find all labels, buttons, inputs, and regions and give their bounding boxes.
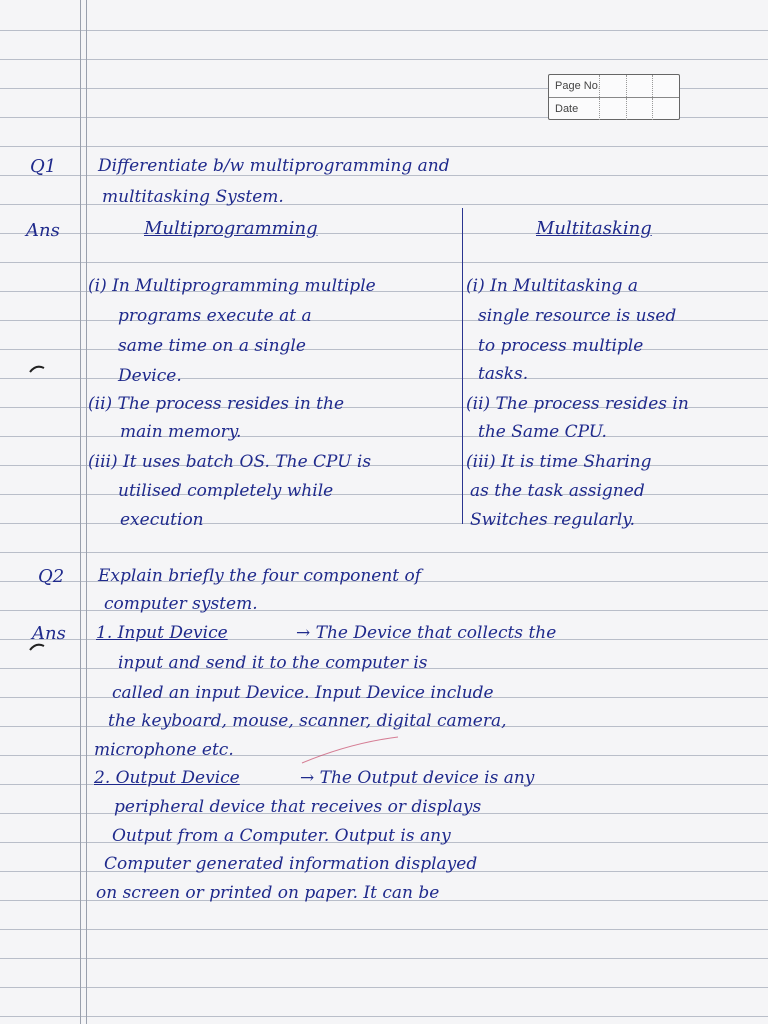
q1-right-line: (iii) It is time Sharing (466, 452, 652, 472)
q1-right-line: to process multiple (478, 336, 644, 356)
q2-question-line1: Explain briefly the four component of (98, 566, 422, 586)
date-label: Date (555, 103, 579, 115)
q1-right-line: as the task assigned (470, 481, 645, 501)
q1-left-line: (iii) It uses batch OS. The CPU is (88, 452, 372, 472)
q1-left-line: main memory. (120, 422, 242, 442)
q1-right-line: (ii) The process resides in (466, 394, 689, 414)
q1-col-right-heading: Multitasking (536, 218, 652, 239)
q1-label: Q1 (30, 156, 57, 177)
q2-item1-line: → The Device that collects the (296, 623, 557, 643)
margin-tick-mark-icon (28, 640, 48, 654)
q2-question-line2: computer system. (104, 594, 258, 614)
q1-question-line2: multitasking System. (102, 187, 284, 207)
q2-item1-line: called an input Device. Input Device include (112, 683, 494, 703)
q1-right-line: (i) In Multitasking a (466, 276, 639, 296)
q1-question-line1: Differentiate b/w multiprogramming and (98, 156, 450, 176)
q1-ans-label: Ans (26, 220, 60, 241)
q2-item1-line: microphone etc. (94, 740, 234, 760)
margin-line-outer (80, 0, 81, 1024)
q1-left-line: execution (120, 510, 204, 530)
q2-item2-line: Computer generated information displayed (104, 854, 478, 874)
q1-right-line: single resource is used (478, 306, 677, 326)
q2-item2-line: on screen or printed on paper. It can be (96, 883, 440, 903)
q2-label: Q2 (38, 566, 65, 587)
comparison-column-divider (462, 208, 463, 524)
q2-item2-line: → The Output device is any (300, 768, 535, 788)
q1-right-line: tasks. (478, 364, 529, 384)
q1-left-line: same time on a single (118, 336, 306, 356)
q2-ans-label: Ans (32, 623, 66, 644)
q2-item2-title: 2. Output Device (94, 768, 240, 788)
page-no-label: Page No. (555, 80, 601, 92)
q1-left-line: (i) In Multiprogramming multiple (88, 276, 376, 296)
q1-right-line: Switches regularly. (470, 510, 636, 530)
q1-left-line: (ii) The process resides in the (88, 394, 345, 414)
q1-col-left-heading: Multiprogramming (144, 218, 318, 239)
q1-left-line: programs execute at a (118, 306, 312, 326)
q2-item1-title: 1. Input Device (96, 623, 228, 643)
q2-item1-line: the keyboard, mouse, scanner, digital camera, (108, 711, 507, 731)
margin-tick-mark-icon (28, 362, 48, 376)
q2-item1-line: input and send it to the computer is (118, 653, 428, 673)
date-row (549, 97, 679, 120)
q1-left-line: Device. (118, 366, 182, 386)
stray-pen-stroke-icon (300, 735, 400, 765)
margin-line-inner (86, 0, 87, 1024)
q1-left-line: utilised completely while (118, 481, 334, 501)
page-no-row (549, 75, 679, 97)
q2-item2-line: Output from a Computer. Output is any (112, 826, 451, 846)
q1-right-line: the Same CPU. (478, 422, 607, 442)
q2-item2-line: peripheral device that receives or displays (114, 797, 482, 817)
page-header-box (548, 74, 680, 120)
